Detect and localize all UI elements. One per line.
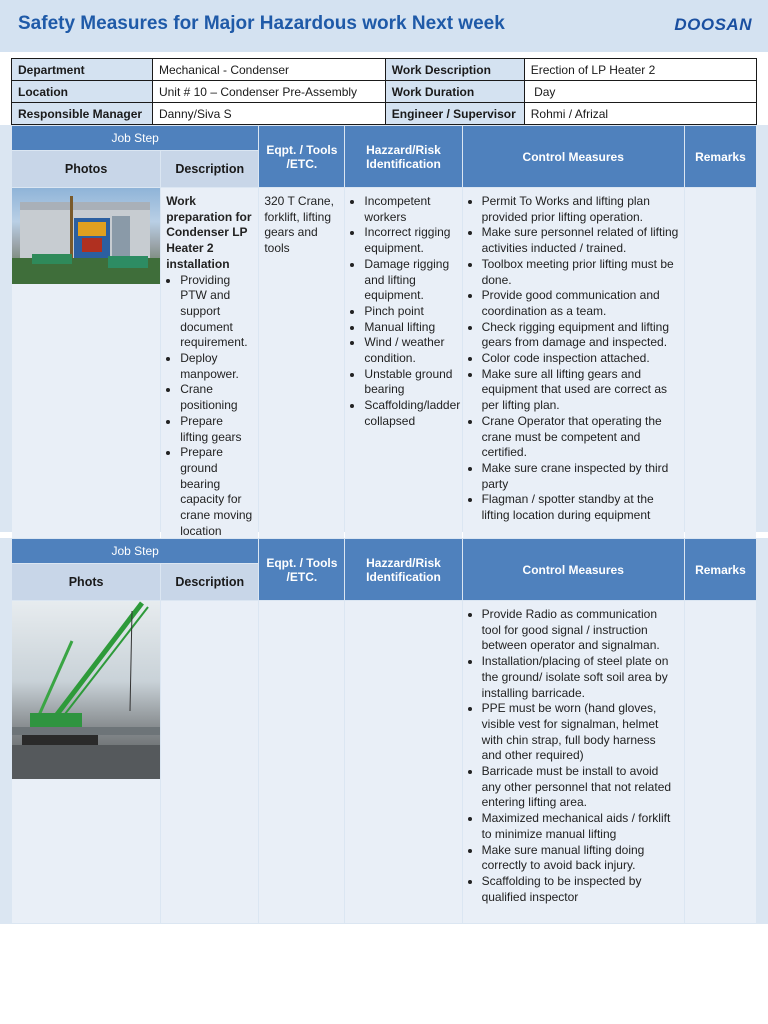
control-item: • Provide Radio as communication tool for good signal / instruction between operator and signalman. — [482, 607, 679, 654]
work-duration-label: Work Duration — [385, 81, 524, 103]
info-row — [12, 81, 757, 103]
hazard-item: • Pinch point — [364, 304, 456, 320]
remarks-header: Remarks — [685, 539, 756, 600]
eqpt-cell: 320 T Crane, forklift, lifting gears and tools — [259, 188, 344, 539]
header-bar — [0, 0, 768, 52]
manager-label: Responsible Manager — [12, 103, 153, 125]
work-duration-value: Day — [524, 81, 756, 103]
department-value: Mechanical - Condenser — [152, 59, 385, 81]
control-item: • Toolbox meeting prior lifting must be done. — [482, 257, 679, 288]
job-step-header: Job Step — [12, 126, 258, 150]
hazard-header: Hazzard/Risk Identification — [345, 126, 461, 187]
description-item: • Prepare ground bearing capacity for crane moving location — [180, 445, 253, 539]
control-list — [468, 607, 679, 905]
remarks-header: Remarks — [685, 126, 756, 187]
location-value: Unit # 10 – Condenser Pre-Assembly — [152, 81, 385, 103]
photos-header: Phots — [12, 564, 160, 600]
control-item: • Make sure personnel related of lifting activities inducted / trained. — [482, 225, 679, 256]
description-item: • Prepare lifting gears — [180, 414, 253, 445]
job-step-table-2 — [11, 538, 757, 924]
photos-header: Photos — [12, 151, 160, 187]
hazard-list — [350, 194, 461, 430]
work-description-value: Erection of LP Heater 2 — [524, 59, 756, 81]
hazard-item: • Manual lifting — [364, 320, 456, 336]
photo-cell — [12, 188, 160, 539]
description-header: Description — [161, 564, 258, 600]
description-item: • Crane positioning — [180, 382, 253, 413]
location-label: Location — [12, 81, 153, 103]
control-header: Control Measures — [463, 539, 684, 600]
info-row — [12, 103, 757, 125]
info-table — [11, 58, 757, 125]
control-item: • Provide good communication and coordination as a team. — [482, 288, 679, 319]
control-item: • Color code inspection attached. — [482, 351, 679, 367]
hazard-cell — [345, 188, 461, 539]
engineer-value: Rohmi / Afrizal — [524, 103, 756, 125]
description-item: • Deploy manpower. — [180, 351, 253, 382]
control-item: • Make sure manual lifting doing correctly to avoid back injury. — [482, 843, 679, 874]
hazard-item: • Unstable ground bearing — [364, 367, 456, 398]
engineer-label: Engineer / Supervisor — [385, 103, 524, 125]
hazard-item: • Scaffolding/ladder collapsed — [364, 398, 456, 429]
control-list — [468, 194, 679, 524]
remarks-cell — [685, 601, 756, 923]
job-step-header: Job Step — [12, 539, 258, 563]
control-cell — [463, 188, 684, 539]
control-item: • Permit To Works and lifting plan provided prior lifting operation. — [482, 194, 679, 225]
control-item: • Flagman / spotter standby at the lifting location during equipment — [482, 492, 679, 523]
site-photo-building — [12, 188, 160, 284]
control-item: • Scaffolding to be inspected by qualified inspector — [482, 874, 679, 905]
description-header: Description — [161, 151, 258, 187]
eqpt-header: Eqpt. / Tools /ETC. — [259, 126, 344, 187]
control-item: • Maximized mechanical aids / forklift to minimize manual lifting — [482, 811, 679, 842]
site-photo-crane — [12, 601, 160, 779]
hazard-item: • Incorrect rigging equipment. — [364, 225, 456, 256]
eqpt-cell — [259, 601, 344, 923]
description-title: Work preparation for Condenser LP Heater 2 installation — [166, 194, 252, 271]
info-row — [12, 59, 757, 81]
hazard-item: • Damage rigging and lifting equipment. — [364, 257, 456, 304]
page-title: Safety Measures for Major Hazardous work Next week — [18, 13, 505, 34]
control-item: • Crane Operator that operating the crane must be competent and certified. — [482, 414, 679, 461]
eqpt-header: Eqpt. / Tools /ETC. — [259, 539, 344, 600]
description-cell — [161, 188, 258, 539]
work-description-label: Work Description — [385, 59, 524, 81]
control-item: • Barricade must be install to avoid any other personnel that not related entering lifting area. — [482, 764, 679, 811]
control-item: • Check rigging equipment and lifting gears from damage and inspected. — [482, 320, 679, 351]
hazard-item: • Wind / weather condition. — [364, 335, 456, 366]
department-label: Department — [12, 59, 153, 81]
hazard-header: Hazzard/Risk Identification — [345, 539, 461, 600]
control-item: • Installation/placing of steel plate on the ground/ isolate soft soil area by installing barricade. — [482, 654, 679, 701]
description-list — [166, 273, 253, 540]
hazard-cell — [345, 601, 461, 923]
control-item: • PPE must be worn (hand gloves, visible vest for signalman, helmet with chin strap, full body harness and other required) — [482, 701, 679, 764]
control-item: • Make sure crane inspected by third party — [482, 461, 679, 492]
remarks-cell — [685, 188, 756, 539]
doosan-logo: DOOSAN — [674, 15, 752, 34]
hazard-item: • Incompetent workers — [364, 194, 456, 225]
control-header: Control Measures — [463, 126, 684, 187]
control-item: • Make sure all lifting gears and equipment that used are correct as per lifting plan. — [482, 367, 679, 414]
manager-value: Danny/Siva S — [152, 103, 385, 125]
control-cell — [463, 601, 684, 923]
description-cell — [161, 601, 258, 923]
description-item: • Providing PTW and support document requirement. — [180, 273, 253, 352]
photo-cell — [12, 601, 160, 923]
job-step-table-1 — [11, 125, 757, 540]
